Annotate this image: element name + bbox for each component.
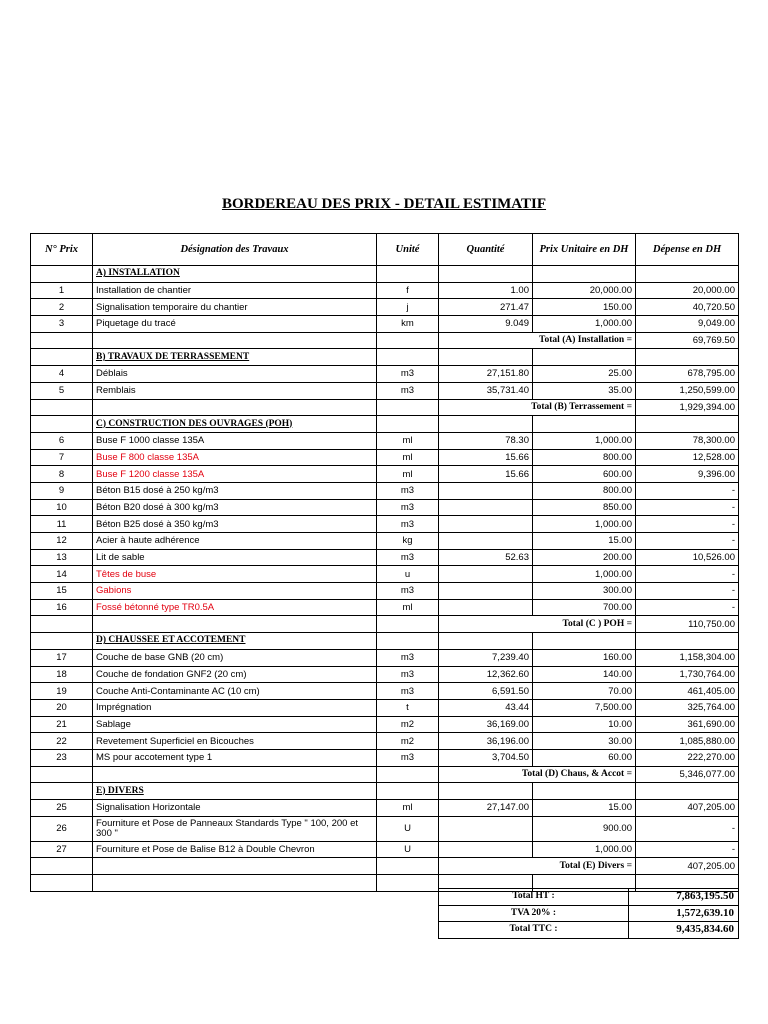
header-depense: Dépense en DH bbox=[636, 234, 739, 266]
cell-designation: Fourniture et Pose de Balise B12 à Double Chevron bbox=[93, 841, 377, 858]
cell-dep: 1,730,764.00 bbox=[636, 666, 739, 683]
cell-qty: 3,704.50 bbox=[439, 749, 533, 766]
cell-dep: - bbox=[636, 841, 739, 858]
table-row bbox=[31, 749, 739, 766]
cell-pu: 7,500.00 bbox=[533, 699, 636, 716]
cell-qty: 1.00 bbox=[439, 282, 533, 299]
cell-qty: 36,169.00 bbox=[439, 716, 533, 733]
cell-dep: 12,528.00 bbox=[636, 449, 739, 466]
table-row bbox=[31, 466, 739, 483]
cell-qty: 6,591.50 bbox=[439, 683, 533, 700]
table-row bbox=[31, 683, 739, 700]
cell-designation: MS pour accotement type 1 bbox=[93, 749, 377, 766]
table-row bbox=[31, 566, 739, 583]
cell-num: 12 bbox=[31, 533, 93, 550]
subtotal-row bbox=[31, 766, 739, 783]
cell-qty bbox=[439, 841, 533, 858]
cell-unit: m3 bbox=[377, 666, 439, 683]
cell-qty bbox=[439, 482, 533, 499]
cell-designation: Signalisation Horizontale bbox=[93, 800, 377, 817]
summary-value: 7,863,195.50 bbox=[629, 889, 739, 906]
cell-unit: j bbox=[377, 299, 439, 316]
cell-pu: 15.00 bbox=[533, 800, 636, 817]
cell-pu: 1,000.00 bbox=[533, 516, 636, 533]
cell-qty bbox=[439, 566, 533, 583]
cell-num: 26 bbox=[31, 816, 93, 841]
table-row bbox=[31, 800, 739, 817]
table-row bbox=[31, 366, 739, 383]
cell-dep: - bbox=[636, 533, 739, 550]
cell-unit: f bbox=[377, 282, 439, 299]
subtotal-row bbox=[31, 332, 739, 349]
cell-pu: 200.00 bbox=[533, 549, 636, 566]
cell-designation: Têtes de buse bbox=[93, 566, 377, 583]
cell-num: 11 bbox=[31, 516, 93, 533]
cell-pu: 30.00 bbox=[533, 733, 636, 750]
cell-designation: Sablage bbox=[93, 716, 377, 733]
summary-label: TVA 20% : bbox=[439, 905, 629, 922]
cell-qty: 78.30 bbox=[439, 432, 533, 449]
cell-pu: 160.00 bbox=[533, 649, 636, 666]
section-row bbox=[31, 266, 739, 283]
section-row bbox=[31, 783, 739, 800]
subtotal-value: 5,346,077.00 bbox=[636, 766, 739, 783]
cell-dep: - bbox=[636, 482, 739, 499]
cell-dep: - bbox=[636, 499, 739, 516]
cell-num: 21 bbox=[31, 716, 93, 733]
cell-unit: u bbox=[377, 566, 439, 583]
summary-row-ht bbox=[439, 889, 739, 906]
cell-num: 23 bbox=[31, 749, 93, 766]
cell-num: 8 bbox=[31, 466, 93, 483]
table-row bbox=[31, 316, 739, 333]
cell-pu: 1,000.00 bbox=[533, 316, 636, 333]
cell-dep: - bbox=[636, 816, 739, 841]
cell-unit: t bbox=[377, 699, 439, 716]
cell-num: 7 bbox=[31, 449, 93, 466]
section-title: C) CONSTRUCTION DES OUVRAGES (POH) bbox=[93, 416, 377, 433]
cell-num: 25 bbox=[31, 800, 93, 817]
cell-dep: 10,526.00 bbox=[636, 549, 739, 566]
cell-qty: 7,239.40 bbox=[439, 649, 533, 666]
cell-pu: 60.00 bbox=[533, 749, 636, 766]
cell-num: 14 bbox=[31, 566, 93, 583]
cell-designation: Imprégnation bbox=[93, 699, 377, 716]
cell-pu: 140.00 bbox=[533, 666, 636, 683]
subtotal-row bbox=[31, 858, 739, 875]
cell-dep: 222,270.00 bbox=[636, 749, 739, 766]
cell-unit: ml bbox=[377, 449, 439, 466]
cell-dep: 461,405.00 bbox=[636, 683, 739, 700]
summary-row-ttc bbox=[439, 922, 739, 939]
cell-pu: 20,000.00 bbox=[533, 282, 636, 299]
subtotal-row bbox=[31, 399, 739, 416]
cell-unit: m3 bbox=[377, 382, 439, 399]
cell-qty: 12,362.60 bbox=[439, 666, 533, 683]
cell-pu: 1,000.00 bbox=[533, 566, 636, 583]
cell-num: 18 bbox=[31, 666, 93, 683]
cell-pu: 1,000.00 bbox=[533, 432, 636, 449]
cell-qty bbox=[439, 583, 533, 600]
cell-qty bbox=[439, 816, 533, 841]
header-unit: Unité bbox=[377, 234, 439, 266]
cell-designation: Piquetage du tracé bbox=[93, 316, 377, 333]
cell-pu: 1,000.00 bbox=[533, 841, 636, 858]
cell-designation: Déblais bbox=[93, 366, 377, 383]
cell-unit: m3 bbox=[377, 549, 439, 566]
cell-pu: 25.00 bbox=[533, 366, 636, 383]
subtotal-label: Total (C ) POH = bbox=[439, 616, 636, 633]
cell-num: 20 bbox=[31, 699, 93, 716]
cell-unit: m3 bbox=[377, 516, 439, 533]
cell-unit: U bbox=[377, 841, 439, 858]
cell-designation: Revetement Superficiel en Bicouches bbox=[93, 733, 377, 750]
table-row bbox=[31, 666, 739, 683]
cell-qty: 9.049 bbox=[439, 316, 533, 333]
cell-pu: 300.00 bbox=[533, 583, 636, 600]
table-row bbox=[31, 533, 739, 550]
subtotal-label: Total (A) Installation = bbox=[439, 332, 636, 349]
header-num: N° Prix bbox=[31, 234, 93, 266]
cell-pu: 10.00 bbox=[533, 716, 636, 733]
subtotal-value: 1,929,394.00 bbox=[636, 399, 739, 416]
cell-qty: 27,151.80 bbox=[439, 366, 533, 383]
cell-dep: 40,720.50 bbox=[636, 299, 739, 316]
summary-value: 9,435,834.60 bbox=[629, 922, 739, 939]
cell-unit: m3 bbox=[377, 583, 439, 600]
cell-qty bbox=[439, 516, 533, 533]
section-row bbox=[31, 416, 739, 433]
cell-pu: 800.00 bbox=[533, 449, 636, 466]
summary-label: Total TTC : bbox=[439, 922, 629, 939]
cell-num: 17 bbox=[31, 649, 93, 666]
table-row bbox=[31, 733, 739, 750]
section-row bbox=[31, 349, 739, 366]
estimate-table bbox=[30, 233, 739, 892]
cell-num: 27 bbox=[31, 841, 93, 858]
cell-num: 9 bbox=[31, 482, 93, 499]
subtotal-value: 407,205.00 bbox=[636, 858, 739, 875]
cell-designation: Gabions bbox=[93, 583, 377, 600]
summary-row-tva bbox=[439, 905, 739, 922]
cell-pu: 600.00 bbox=[533, 466, 636, 483]
cell-qty: 15.66 bbox=[439, 466, 533, 483]
cell-dep: 407,205.00 bbox=[636, 800, 739, 817]
cell-dep: 78,300.00 bbox=[636, 432, 739, 449]
cell-qty bbox=[439, 599, 533, 616]
cell-num: 5 bbox=[31, 382, 93, 399]
cell-designation: Couche Anti-Contaminante AC (10 cm) bbox=[93, 683, 377, 700]
table-row bbox=[31, 549, 739, 566]
table-row bbox=[31, 432, 739, 449]
cell-dep: 678,795.00 bbox=[636, 366, 739, 383]
cell-unit: ml bbox=[377, 599, 439, 616]
cell-pu: 850.00 bbox=[533, 499, 636, 516]
cell-dep: - bbox=[636, 516, 739, 533]
cell-pu: 150.00 bbox=[533, 299, 636, 316]
header-qty: Quantité bbox=[439, 234, 533, 266]
summary-value: 1,572,639.10 bbox=[629, 905, 739, 922]
cell-designation: Béton B20 dosé à 300 kg/m3 bbox=[93, 499, 377, 516]
cell-designation: Buse F 1000 classe 135A bbox=[93, 432, 377, 449]
cell-pu: 700.00 bbox=[533, 599, 636, 616]
cell-qty: 36,196.00 bbox=[439, 733, 533, 750]
cell-dep: - bbox=[636, 566, 739, 583]
cell-unit: m3 bbox=[377, 649, 439, 666]
cell-dep: 1,085,880.00 bbox=[636, 733, 739, 750]
header-pu: Prix Unitaire en DH bbox=[533, 234, 636, 266]
table-row bbox=[31, 699, 739, 716]
cell-num: 1 bbox=[31, 282, 93, 299]
cell-dep: - bbox=[636, 583, 739, 600]
cell-designation: Signalisation temporaire du chantier bbox=[93, 299, 377, 316]
cell-pu: 800.00 bbox=[533, 482, 636, 499]
summary-totals bbox=[438, 888, 739, 939]
cell-qty bbox=[439, 533, 533, 550]
subtotal-value: 69,769.50 bbox=[636, 332, 739, 349]
cell-designation: Fossé bétonné type TR0.5A bbox=[93, 599, 377, 616]
cell-designation: Couche de fondation GNF2 (20 cm) bbox=[93, 666, 377, 683]
cell-pu: 70.00 bbox=[533, 683, 636, 700]
cell-qty: 35,731.40 bbox=[439, 382, 533, 399]
table-row bbox=[31, 449, 739, 466]
cell-unit: kg bbox=[377, 533, 439, 550]
cell-qty: 15.66 bbox=[439, 449, 533, 466]
cell-unit: m2 bbox=[377, 716, 439, 733]
cell-qty: 52.63 bbox=[439, 549, 533, 566]
cell-qty bbox=[439, 499, 533, 516]
section-title: B) TRAVAUX DE TERRASSEMENT bbox=[93, 349, 377, 366]
cell-designation: Fourniture et Pose de Panneaux Standards Type " 100, 200 et 300 " bbox=[93, 816, 377, 841]
cell-qty: 43.44 bbox=[439, 699, 533, 716]
cell-num: 19 bbox=[31, 683, 93, 700]
cell-dep: 1,250,599.00 bbox=[636, 382, 739, 399]
cell-designation: Lit de sable bbox=[93, 549, 377, 566]
cell-qty: 27,147.00 bbox=[439, 800, 533, 817]
table-header-row bbox=[31, 234, 739, 266]
cell-unit: m3 bbox=[377, 749, 439, 766]
cell-dep: 20,000.00 bbox=[636, 282, 739, 299]
cell-designation: Buse F 800 classe 135A bbox=[93, 449, 377, 466]
cell-unit: ml bbox=[377, 466, 439, 483]
cell-num: 6 bbox=[31, 432, 93, 449]
cell-num: 13 bbox=[31, 549, 93, 566]
cell-designation: Béton B25 dosé à 350 kg/m3 bbox=[93, 516, 377, 533]
cell-pu: 900.00 bbox=[533, 816, 636, 841]
cell-num: 22 bbox=[31, 733, 93, 750]
cell-unit: m3 bbox=[377, 366, 439, 383]
cell-designation: Béton B15 dosé à 250 kg/m3 bbox=[93, 482, 377, 499]
subtotal-row bbox=[31, 616, 739, 633]
table-row bbox=[31, 583, 739, 600]
table-row bbox=[31, 282, 739, 299]
cell-unit: ml bbox=[377, 432, 439, 449]
table-row bbox=[31, 599, 739, 616]
cell-designation: Buse F 1200 classe 135A bbox=[93, 466, 377, 483]
subtotal-label: Total (D) Chaus, & Accot = bbox=[439, 766, 636, 783]
table-row bbox=[31, 499, 739, 516]
cell-dep: 1,158,304.00 bbox=[636, 649, 739, 666]
section-title: E) DIVERS bbox=[93, 783, 377, 800]
section-title: D) CHAUSSEE ET ACCOTEMENT bbox=[93, 633, 377, 650]
cell-dep: 325,764.00 bbox=[636, 699, 739, 716]
cell-designation: Acier à haute adhérence bbox=[93, 533, 377, 550]
cell-num: 10 bbox=[31, 499, 93, 516]
cell-unit: m3 bbox=[377, 683, 439, 700]
table-row bbox=[31, 841, 739, 858]
table-row bbox=[31, 649, 739, 666]
cell-unit: U bbox=[377, 816, 439, 841]
cell-unit: ml bbox=[377, 800, 439, 817]
page-title: BORDEREAU DES PRIX - DETAIL ESTIMATIF bbox=[221, 196, 547, 212]
table-row bbox=[31, 816, 739, 841]
cell-unit: m3 bbox=[377, 499, 439, 516]
header-designation: Désignation des Travaux bbox=[93, 234, 377, 266]
subtotal-label: Total (B) Terrassement = bbox=[439, 399, 636, 416]
cell-dep: - bbox=[636, 599, 739, 616]
section-title: A) INSTALLATION bbox=[93, 266, 377, 283]
cell-num: 4 bbox=[31, 366, 93, 383]
cell-pu: 15.00 bbox=[533, 533, 636, 550]
cell-unit: km bbox=[377, 316, 439, 333]
subtotal-value: 110,750.00 bbox=[636, 616, 739, 633]
summary-label: Total HT : bbox=[439, 889, 629, 906]
cell-num: 15 bbox=[31, 583, 93, 600]
cell-designation: Remblais bbox=[93, 382, 377, 399]
section-row bbox=[31, 633, 739, 650]
cell-dep: 9,049.00 bbox=[636, 316, 739, 333]
cell-num: 3 bbox=[31, 316, 93, 333]
cell-qty: 271.47 bbox=[439, 299, 533, 316]
cell-num: 16 bbox=[31, 599, 93, 616]
cell-unit: m3 bbox=[377, 482, 439, 499]
cell-designation: Couche de base GNB (20 cm) bbox=[93, 649, 377, 666]
table-row bbox=[31, 482, 739, 499]
cell-dep: 361,690.00 bbox=[636, 716, 739, 733]
cell-unit: m2 bbox=[377, 733, 439, 750]
table-row bbox=[31, 516, 739, 533]
subtotal-label: Total (E) Divers = bbox=[439, 858, 636, 875]
table-row bbox=[31, 299, 739, 316]
cell-num: 2 bbox=[31, 299, 93, 316]
cell-dep: 9,396.00 bbox=[636, 466, 739, 483]
cell-pu: 35.00 bbox=[533, 382, 636, 399]
table-row bbox=[31, 382, 739, 399]
table-row bbox=[31, 716, 739, 733]
cell-designation: Installation de chantier bbox=[93, 282, 377, 299]
